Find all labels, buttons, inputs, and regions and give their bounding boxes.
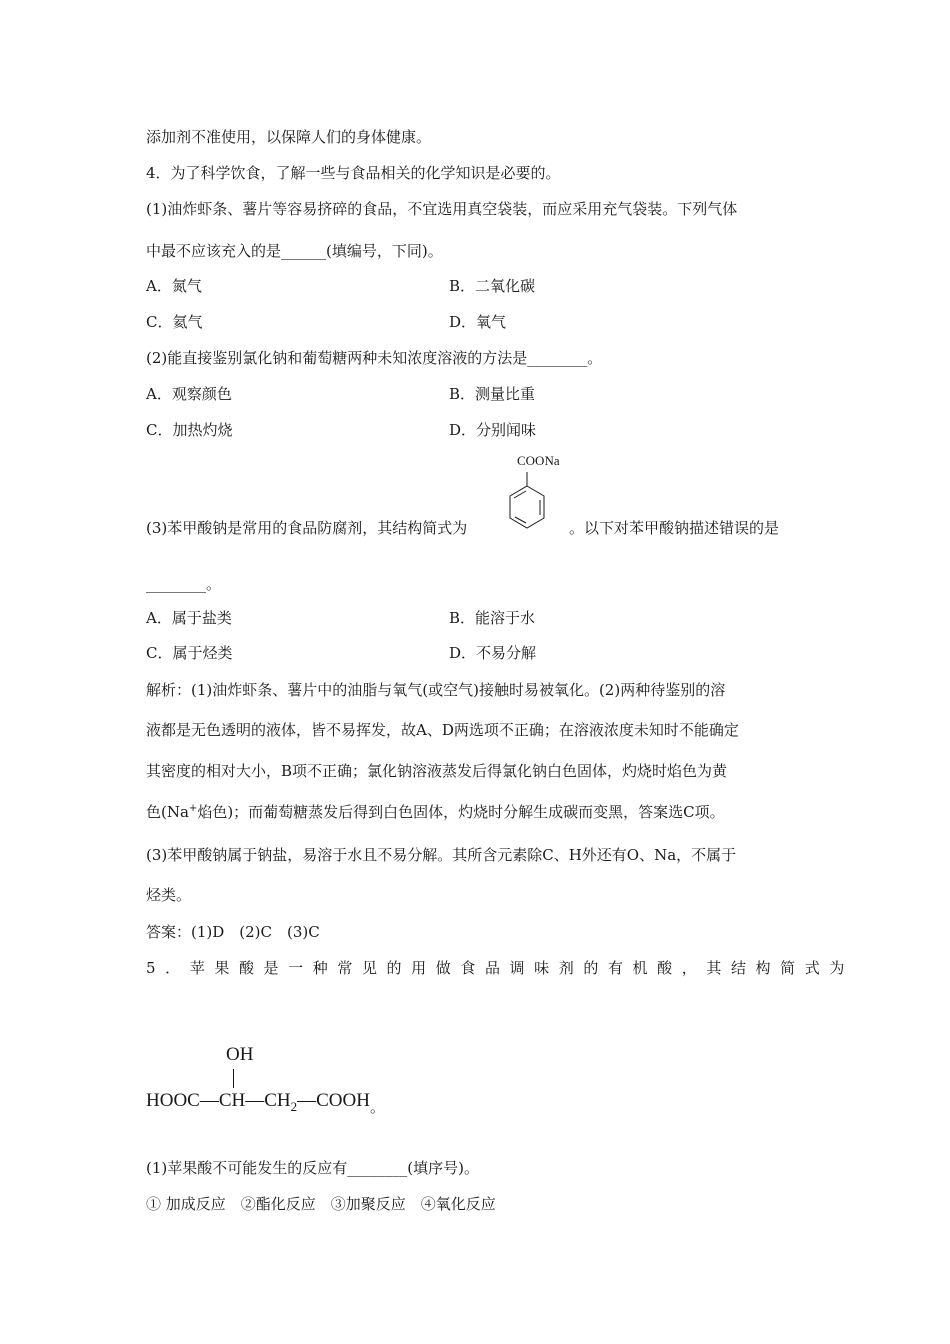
option-c: C．氦气 — [146, 313, 203, 331]
analysis-line: 烃类。 — [146, 886, 192, 904]
option-a: A．观察颜色 — [146, 385, 232, 403]
analysis-line: 解析：(1)油炸虾条、薯片中的油脂与氧气(或空气)接触时易被氧化。(2)两种待鉴别的溶 — [146, 681, 726, 699]
question-4-3-text-pre: (3)苯甲酸钠是常用的食品防腐剂，其结构简式为 — [146, 519, 468, 537]
question-4-stem: 4．为了科学饮食，了解一些与食品相关的化学知识是必要的。 — [146, 164, 561, 182]
analysis-line: (3)苯甲酸钠属于钠盐，易溶于水且不易分解。其所含元素除C、H外还有O、Na，不属于 — [146, 846, 737, 864]
question-4-3-text-post: 。以下对苯甲酸钠描述错误的是 — [569, 519, 780, 537]
question-5-1-options: ① 加成反应 ②酯化反应 ③加聚反应 ④氧化反应 — [146, 1195, 496, 1213]
option-d: D．氧气 — [449, 313, 507, 331]
formula-tail: —COOH — [297, 1090, 370, 1111]
option-c: C．属于烃类 — [146, 644, 233, 662]
analysis-text: 色(Na — [146, 803, 189, 821]
analysis-line: 其密度的相对大小，B项不正确；氯化钠溶液蒸发后得氯化钠白色固体，灼烧时焰色为黄 — [146, 762, 728, 780]
hydroxyl-group: OH — [226, 1044, 254, 1065]
analysis-text: 焰色)；而葡萄糖蒸发后得到白色固体，灼烧时分解生成碳而变黑，答案选C项。 — [197, 803, 725, 821]
analysis-line: 液都是无色透明的液体，皆不易挥发，故A、D两选项不正确；在溶液浓度未知时不能确定 — [146, 721, 739, 739]
answer-line: 答案：(1)D (2)C (3)C — [146, 923, 320, 941]
bond-line — [233, 1069, 234, 1088]
question-4-3-blank: ________。 — [146, 575, 222, 593]
question-4-1-text-cont: 中最不应该充入的是______(填编号，下同)。 — [146, 242, 443, 260]
option-d: D．不易分解 — [449, 644, 537, 662]
question-5-1-text: (1)苹果酸不可能发生的反应有________(填序号)。 — [146, 1159, 479, 1177]
benzoate-group-label: COONa — [517, 453, 560, 468]
question-5-stem: 5．苹果酸是一种常见的用做食品调味剂的有机酸，其结构简式为 — [146, 959, 854, 977]
question-4-2-text: (2)能直接鉴别氯化钠和葡萄糖两种未知浓度溶液的方法是________。 — [146, 349, 603, 367]
question-4-1-text: (1)油炸虾条、薯片等容易挤碎的食品，不宜选用真空袋装，而应采用充气袋装。下列气体 — [146, 200, 738, 218]
option-b: B．测量比重 — [449, 385, 536, 403]
option-b: B．能溶于水 — [449, 609, 536, 627]
malic-acid-formula — [146, 1090, 385, 1115]
benzene-ring-diagram — [502, 470, 552, 540]
option-d: D．分别闻味 — [449, 421, 537, 439]
formula-period: 。 — [369, 1100, 385, 1116]
option-c: C．加热灼烧 — [146, 421, 233, 439]
formula-subscript: 2 — [290, 1098, 298, 1114]
text-line: 添加剂不准使用，以保障人们的身体健康。 — [146, 128, 432, 146]
analysis-line — [146, 802, 725, 822]
option-a: A．氮气 — [146, 277, 202, 295]
option-b: B．二氧化碳 — [449, 277, 536, 295]
charge-superscript: + — [188, 803, 198, 814]
option-a: A．属于盐类 — [146, 609, 232, 627]
formula-main: HOOC—CH—CH — [146, 1090, 291, 1111]
